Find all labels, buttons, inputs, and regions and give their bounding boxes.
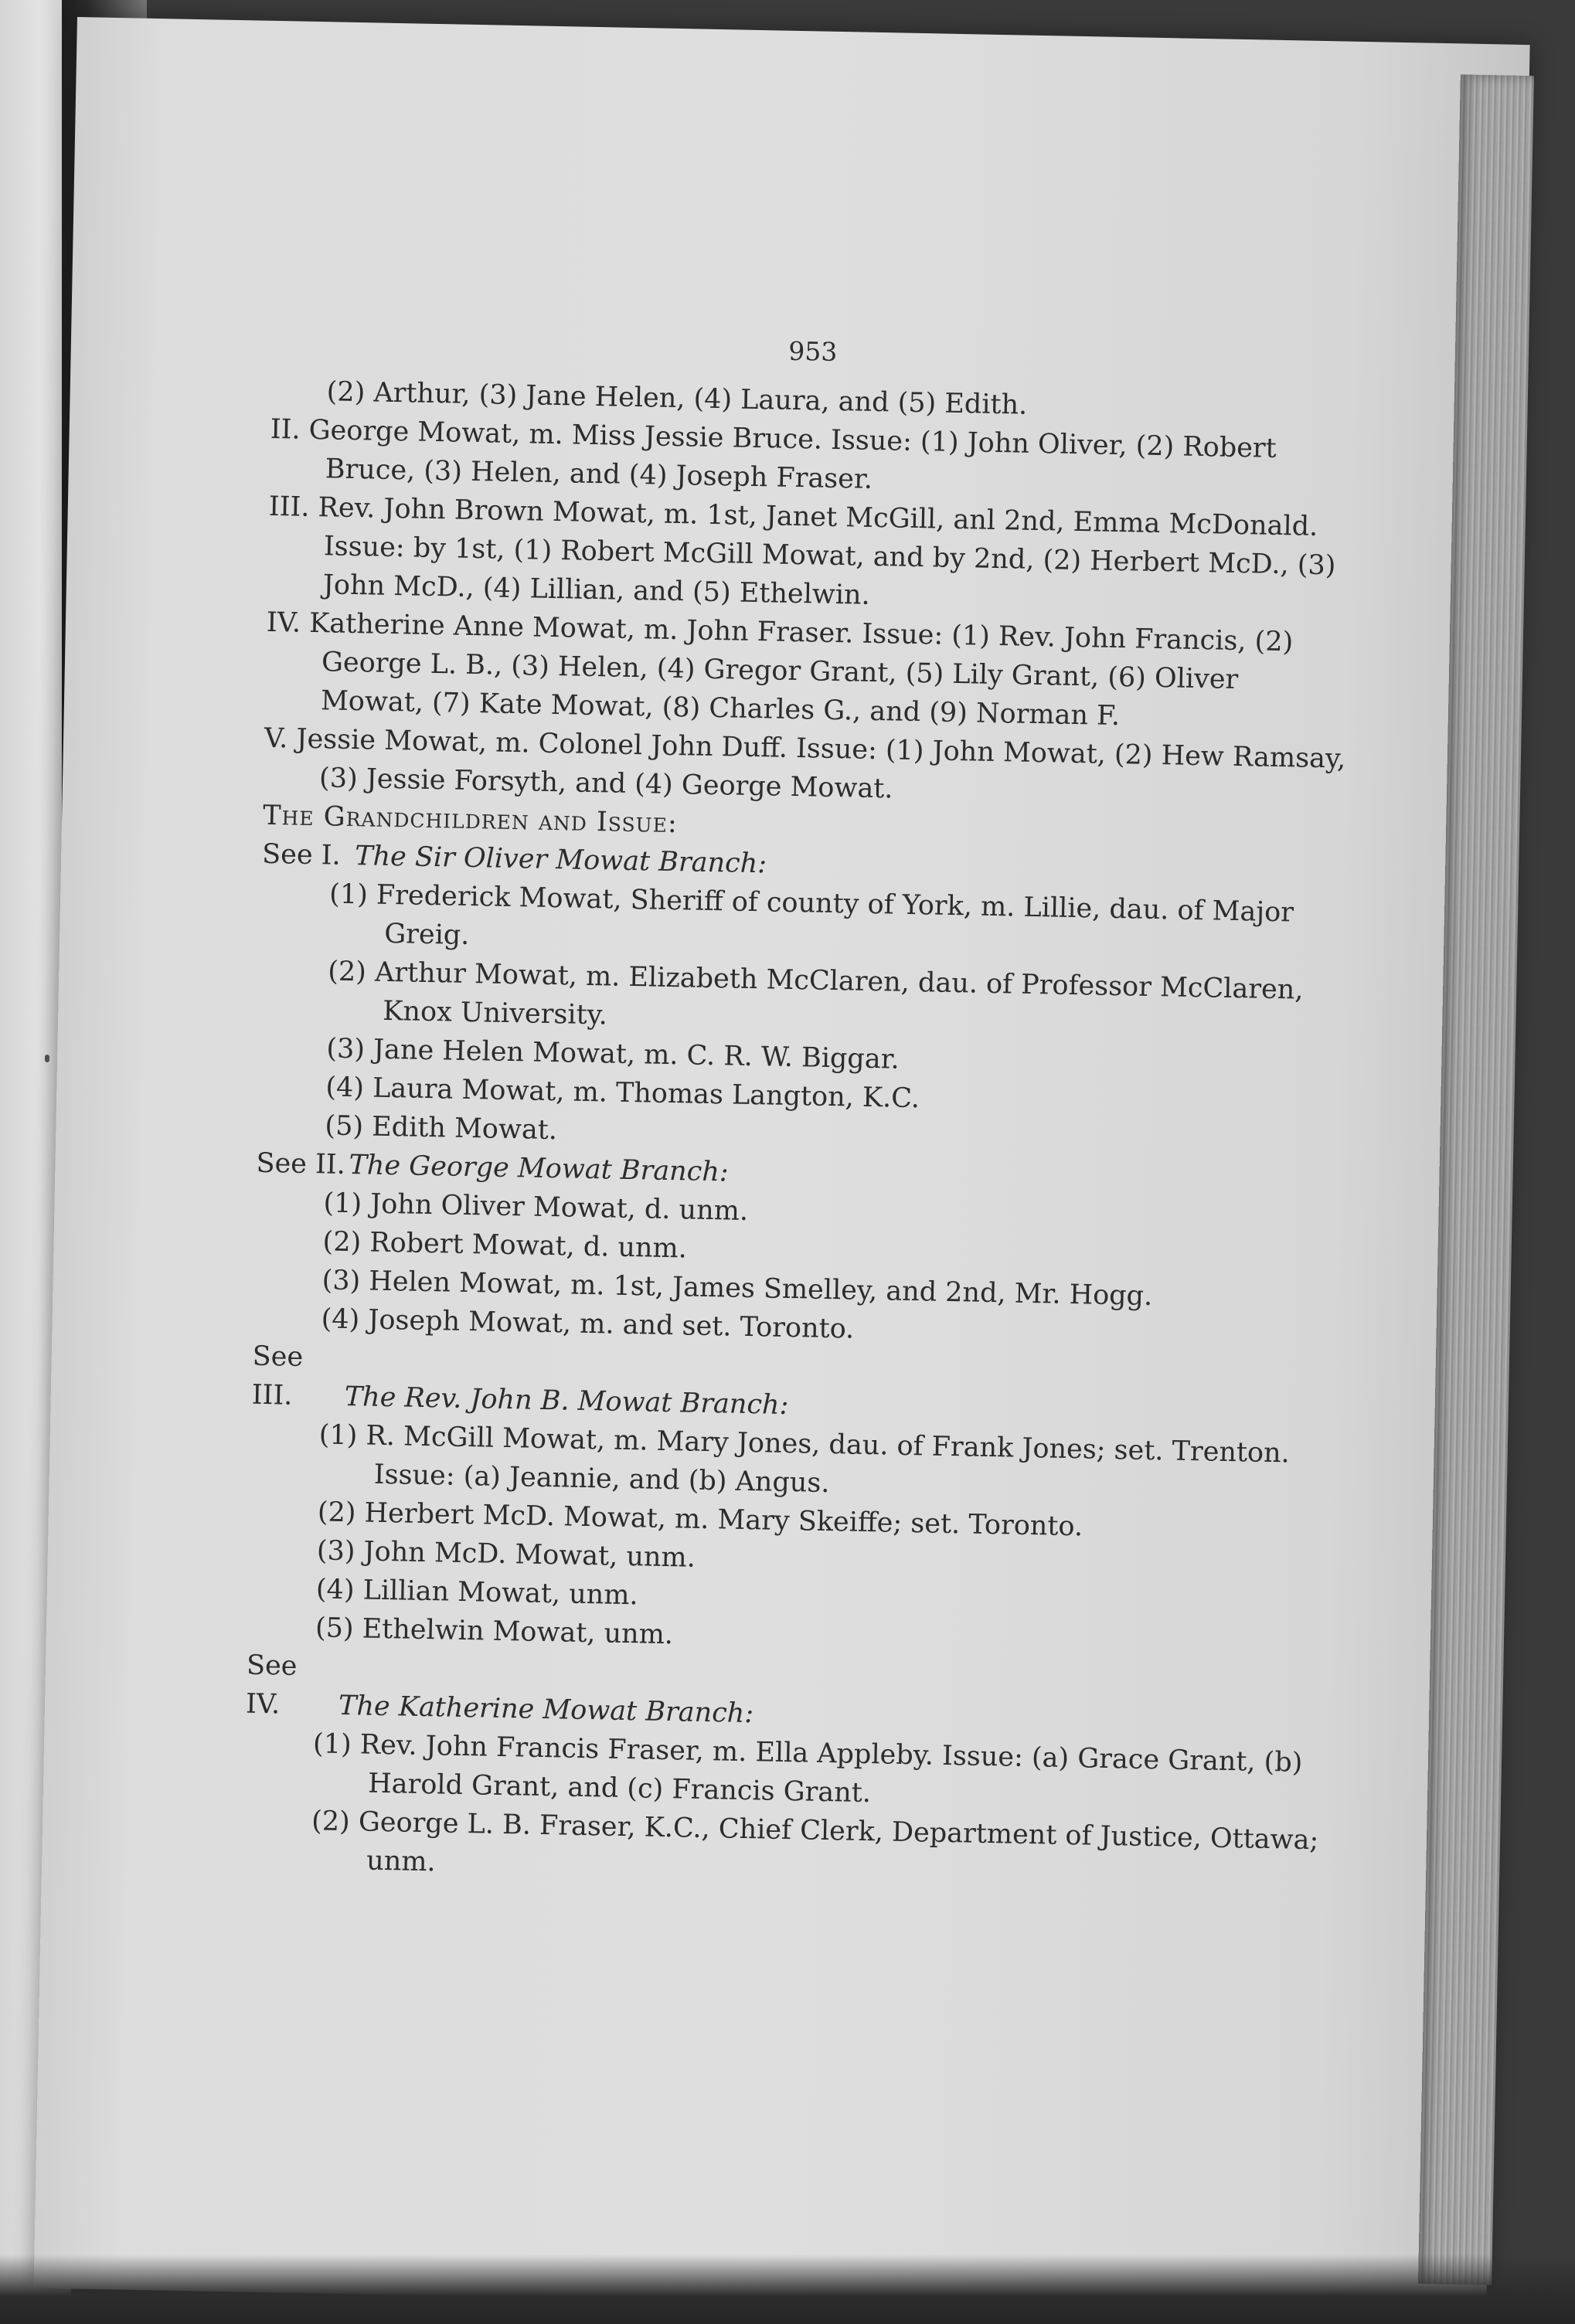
branch-title: The Sir Oliver Mowat Branch: xyxy=(354,841,767,880)
child-entry: II. George Mowat, m. Miss Jessie Bruce. Issue: (1) John Oliver, (2) Robert Bruce, (3) Helen, and (4) Joseph Fraser. xyxy=(270,413,1277,495)
page-edges xyxy=(1418,74,1534,2285)
branch-item: (2) Herbert McD. Mowat, m. Mary Skeiffe; set. Toronto. xyxy=(317,1497,1083,1543)
branch-item: (2) George L. B. Fraser, K.C., Chief Clerk, Department of Justice, Ottawa; unm. xyxy=(311,1806,1319,1878)
branch-item: (2) Robert Mowat, d. unm. xyxy=(322,1226,688,1265)
grandchildren-heading: The Grandchildren and Issue: xyxy=(262,800,679,840)
branch-see: See III. xyxy=(251,1340,304,1412)
branch-item: (1) John Oliver Mowat, d. unm. xyxy=(323,1187,749,1227)
branch-item: (3) Helen Mowat, m. 1st, James Smelley, and 2nd, Mr. Hogg. xyxy=(321,1265,1153,1313)
branch-item: (3) Jane Helen Mowat, m. C. R. W. Biggar. xyxy=(326,1033,900,1075)
branch-see: See I. xyxy=(261,838,342,872)
dust-speck xyxy=(45,1055,49,1062)
branch-item: (5) Ethelwin Mowat, unm. xyxy=(315,1612,674,1651)
branch-item: (2) Arthur Mowat, m. Elizabeth McClaren, dau. of Professor McClaren, Knox University. xyxy=(327,956,1304,1031)
page-text xyxy=(243,322,1354,1899)
branch-title: The George Mowat Branch: xyxy=(349,1150,730,1188)
branch-item: (5) Edith Mowat. xyxy=(325,1110,558,1147)
branch-see: See II. xyxy=(256,1147,346,1181)
child-entry: IV. Katherine Anne Mowat, m. John Fraser. Issue: (1) Rev. John Francis, (2) George L. B., (3) Helen, (4) Gregor Grant, (5) Lily Grant, (6) Oliver Mowat, (7) Kate Mowat, (8) Charles G., and (9) Norman F. xyxy=(266,606,1294,732)
branch-title: The Rev. John B. Mowat Branch: xyxy=(344,1381,789,1421)
branch-item: (4) Lillian Mowat, unm. xyxy=(315,1574,638,1612)
child-entry: III. Rev. John Brown Mowat, m. 1st, Janet McGill, anl 2nd, Emma McDonald. Issue: by 1st, (1) Robert McGill Mowat, and by 2nd, (2) Herbert McD., (3) John McD., (4) Lillian, and (5) Ethelwin. xyxy=(268,491,1336,611)
branch-item: (1) Rev. John Francis Fraser, m. Ella Appleby. Issue: (a) Grace Grant, (b) Harold Grant, and (c) Francis Grant. xyxy=(312,1728,1303,1809)
branch-item: (4) Laura Mowat, m. Thomas Langton, K.C. xyxy=(325,1072,920,1115)
branch-item: (1) R. McGill Mowat, m. Mary Jones, dau. of Frank Jones; set. Trenton. Issue: (a) Jeannie, and (b) Angus. xyxy=(318,1419,1291,1500)
child-entry: V. Jessie Mowat, m. Colonel John Duff. Issue: (1) John Mowat, (2) Hew Ramsay, (3) Jessie Forsyth, and (4) George Mowat. xyxy=(264,722,1346,805)
bottom-shadow xyxy=(0,2254,1575,2324)
branch-item: (4) Joseph Mowat, m. and set. Toronto. xyxy=(321,1303,855,1345)
book-page xyxy=(34,17,1530,2316)
page-number: 953 xyxy=(788,335,838,367)
branch-item: (3) John McD. Mowat, unm. xyxy=(316,1535,696,1574)
branch-item: (1) Frederick Mowat, Sheriff of county of York, m. Lillie, dau. of Major Greig. xyxy=(328,878,1294,951)
branch-see: See IV. xyxy=(245,1650,298,1721)
continued-line: (2) Arthur, (3) Jane Helen, (4) Laura, and (5) Edith. xyxy=(326,376,1028,421)
branch-title: The Katherine Mowat Branch: xyxy=(338,1690,754,1730)
